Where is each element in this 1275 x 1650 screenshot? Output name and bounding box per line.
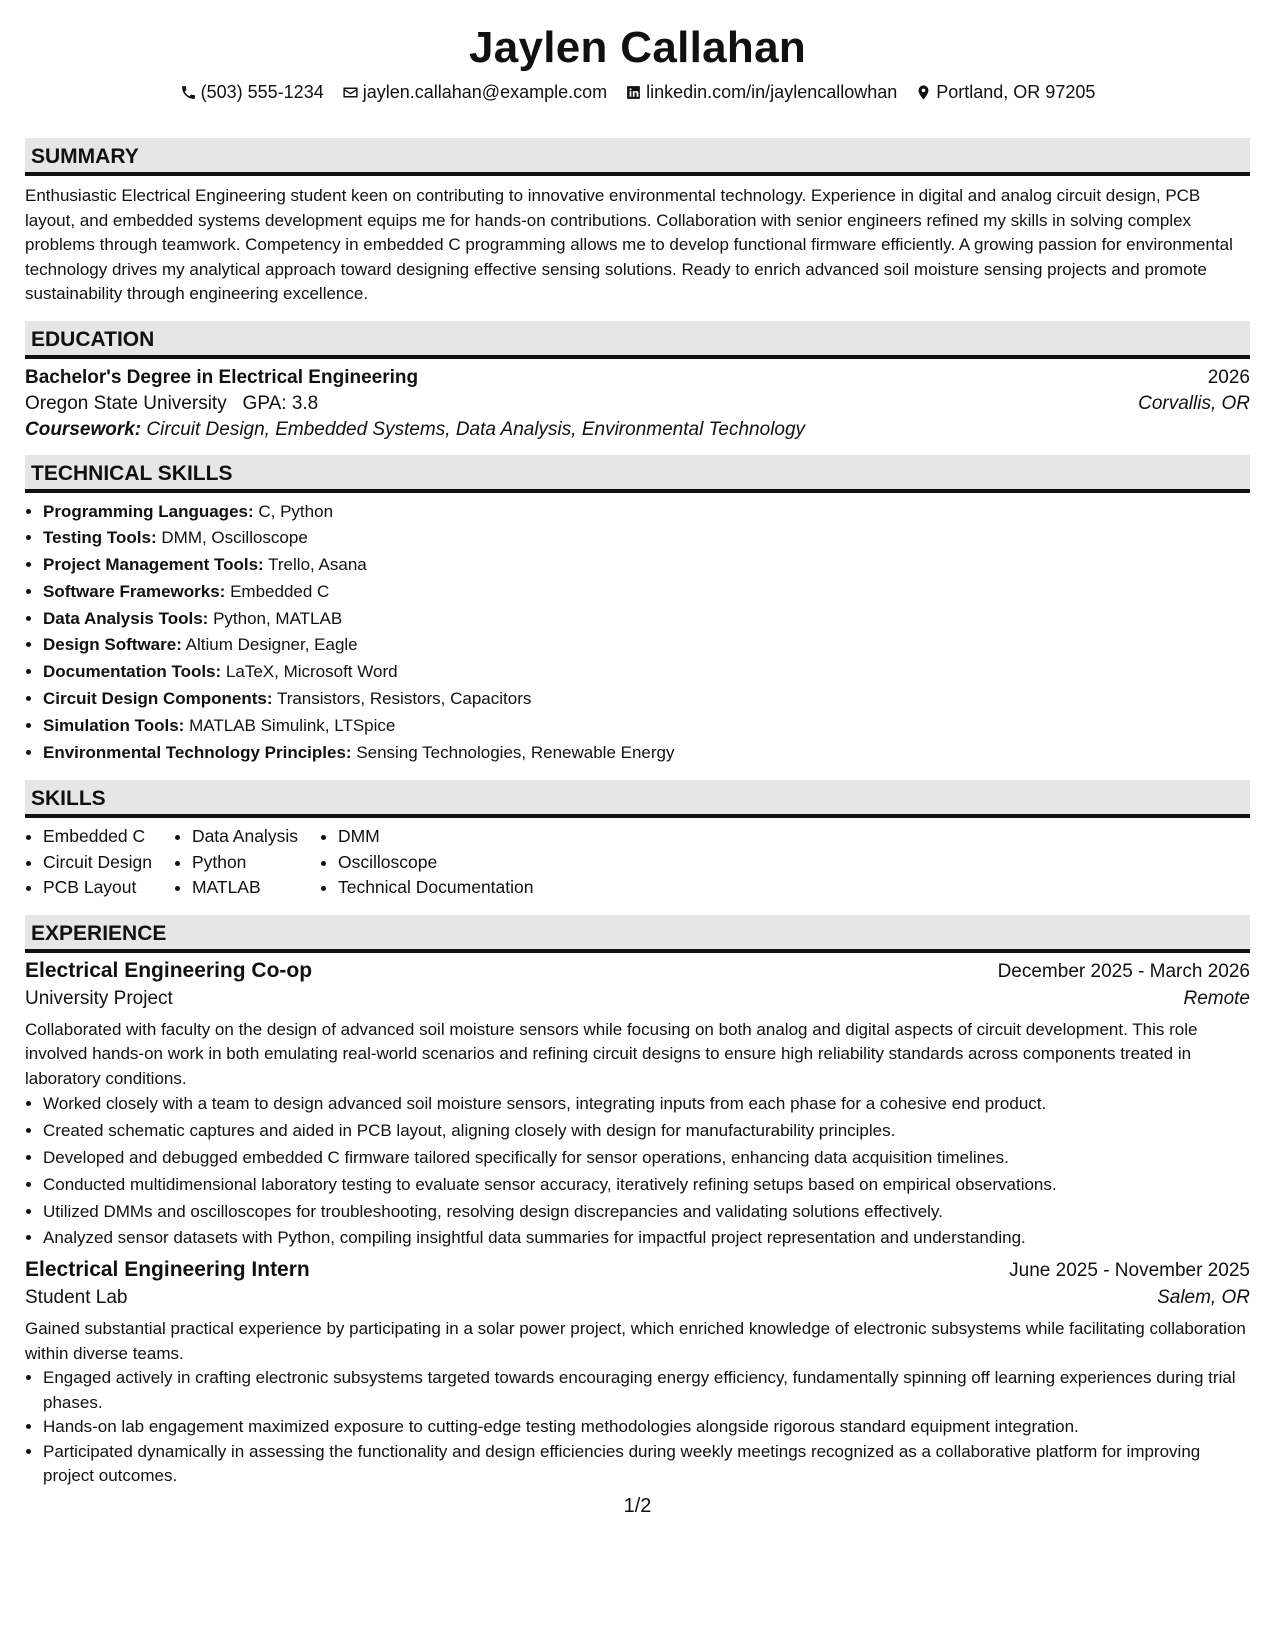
phone-text: (503) 555-1234: [200, 82, 324, 102]
list-item: • PCB Layout: [43, 875, 152, 901]
list-item: • Embedded C: [43, 824, 152, 850]
skills-columns: [25, 824, 1250, 901]
contact-bar: [25, 80, 1250, 104]
skill-value: Trello, Asana: [268, 555, 367, 575]
experience-heading: EXPERIENCE: [25, 915, 1250, 953]
skill-label: Testing Tools:: [43, 528, 157, 548]
list-item: [43, 499, 1250, 526]
list-item: • Technical Documentation: [338, 875, 534, 901]
technical-skills-heading: TECHNICAL SKILLS: [25, 455, 1250, 493]
envelope-icon: [342, 84, 359, 101]
job-dates: December 2025 - March 2026: [997, 960, 1250, 982]
job-bullets: [25, 1091, 1250, 1252]
job-title: Electrical Engineering Intern: [25, 1258, 310, 1282]
list-item: • Python: [192, 850, 298, 876]
degree-title: Bachelor's Degree in Electrical Engineering: [25, 366, 419, 388]
skill-value: LaTeX, Microsoft Word: [225, 662, 398, 682]
summary-text: Enthusiastic Electrical Engineering student keen on contributing to innovative environmental technology. Experience in digital and analog circuit design, PCB layout, and embedded systems development equips me for hands-on contributions. Collaboration with senior engineers refined my skills in solving complex problems through teamwork. Competency in embedded C programming allows me to develop functional firmware efficiently. A growing passion for environmental technology drives my analytical approach toward designing effective sensing solutions. Ready to enrich advanced soil moisture sensing projects and promote sustainability through engineering excellence.: [25, 186, 1233, 303]
list-item: [43, 713, 1250, 740]
list-item: • MATLAB: [192, 875, 298, 901]
contact-linkedin[interactable]: [625, 80, 897, 104]
contact-phone: [180, 80, 324, 104]
skills-column-1: [25, 824, 152, 901]
candidate-name: Jaylen Callahan: [468, 23, 807, 72]
summary-heading: SUMMARY: [25, 138, 1250, 176]
skill-value: Altium Designer, Eagle: [185, 635, 358, 655]
job-header: [25, 1258, 1250, 1282]
contact-email[interactable]: [342, 80, 607, 104]
job-entry: [25, 959, 1250, 1252]
school-line: [25, 393, 318, 415]
resume-page: [25, 0, 1250, 1489]
skill-label: Programming Languages:: [43, 501, 254, 521]
skills-heading: SKILLS: [25, 780, 1250, 818]
job-header: [25, 959, 1250, 983]
skill-value: Python, MATLAB: [213, 608, 343, 628]
school-row: [25, 393, 1250, 415]
skill-value: Embedded C: [230, 581, 330, 601]
list-item: • Conducted multidimensional laboratory testing to evaluate sensor accuracy, iteratively refining setups based on empirical observations.: [43, 1172, 1250, 1199]
education-heading: EDUCATION: [25, 321, 1250, 359]
list-item: [43, 686, 1250, 713]
job-org: University Project: [25, 987, 173, 1009]
skills-column-3: [320, 824, 534, 901]
job-description: Collaborated with faculty on the design of advanced soil moisture sensors while focusing on both analog and digital aspects of circuit development. This role involved hands-on work in both emulating real-world scenarios and refining circuit designs to ensure high reliability standards across components treated in laboratory conditions.: [25, 1019, 1198, 1088]
skill-value: Transistors, Resistors, Capacitors: [276, 689, 532, 709]
linkedin-icon: [625, 84, 642, 101]
list-item: • DMM: [338, 824, 534, 850]
list-item: • Participated dynamically in assessing the functionality and design efficiencies during weekly meetings recognized as a collaborative platform for improving project outcomes.: [43, 1440, 1250, 1489]
coursework-label: Coursework:: [25, 418, 142, 440]
list-item: • Oscilloscope: [338, 850, 534, 876]
experience-section: [25, 915, 1250, 1489]
skill-label: Environmental Technology Principles:: [43, 742, 352, 762]
skill-value: Sensing Technologies, Renewable Energy: [356, 742, 675, 762]
list-item: • Data Analysis: [192, 824, 298, 850]
skills-section: [25, 780, 1250, 901]
list-item: [43, 552, 1250, 579]
list-item: • Analyzed sensor datasets with Python, compiling insightful data summaries for impactful project representation and understanding.: [43, 1225, 1250, 1252]
page-number: 1/2: [623, 1495, 652, 1517]
job-entry: [25, 1258, 1250, 1489]
list-item: [43, 606, 1250, 633]
list-item: • Circuit Design: [43, 850, 152, 876]
phone-icon: [180, 84, 197, 101]
skill-label: Project Management Tools:: [43, 555, 264, 575]
skill-label: Simulation Tools:: [43, 715, 185, 735]
list-item: • Engaged actively in crafting electronic subsystems targeted towards encouraging energy efficiency, fundamentally spinning off learning experiences during trial phases.: [43, 1366, 1250, 1415]
technical-skills-list: [25, 499, 1250, 767]
job-location: Salem, OR: [1157, 1287, 1250, 1309]
skill-label: Data Analysis Tools:: [43, 608, 209, 628]
education-section: [25, 321, 1250, 441]
list-item: • Utilized DMMs and oscilloscopes for troubleshooting, resolving design discrepancies and validating solutions effectively.: [43, 1199, 1250, 1226]
list-item: [43, 659, 1250, 686]
job-org: Student Lab: [25, 1287, 128, 1309]
summary-section: [25, 138, 1250, 307]
job-dates: June 2025 - November 2025: [1009, 1260, 1250, 1282]
job-description: Gained substantial practical experience by participating in a solar power project, which enriched knowledge of electronic subsystems while facilitating collaboration within diverse teams.: [25, 1319, 1246, 1363]
list-item: [43, 525, 1250, 552]
list-item: [43, 632, 1250, 659]
list-item: • Hands-on lab engagement maximized exposure to cutting-edge testing methodologies alongside rigorous standard equipment integration.: [43, 1415, 1250, 1440]
linkedin-link[interactable]: linkedin.com/in/jaylencallowhan: [646, 82, 898, 102]
job-subheader: [25, 988, 1250, 1010]
contact-location: [915, 80, 1095, 104]
coursework-list: Circuit Design, Embedded Systems, Data Analysis, Environmental Technology: [146, 418, 806, 440]
list-item: • Worked closely with a team to design advanced soil moisture sensors, integrating inputs from each phase for a cohesive end product.: [43, 1091, 1250, 1118]
education-row: [25, 367, 1250, 389]
skill-value: DMM, Oscilloscope: [161, 528, 308, 548]
list-item: • Created schematic captures and aided in PCB layout, aligning closely with design for manufacturability principles.: [43, 1118, 1250, 1145]
list-item: [43, 579, 1250, 606]
school-name: Oregon State University: [25, 392, 227, 414]
skill-value: C, Python: [258, 501, 334, 521]
skill-value: MATLAB Simulink, LTSpice: [189, 715, 396, 735]
skill-label: Design Software:: [43, 635, 182, 655]
skill-label: Documentation Tools:: [43, 662, 222, 682]
location-text: Portland, OR 97205: [936, 82, 1096, 102]
job-bullets: [25, 1366, 1250, 1489]
job-subheader: [25, 1287, 1250, 1309]
technical-skills-section: [25, 455, 1250, 767]
job-location: Remote: [1183, 987, 1250, 1009]
gpa: GPA: 3.8: [242, 392, 319, 414]
skill-label: Circuit Design Components:: [43, 689, 273, 709]
school-location: Corvallis, OR: [1138, 392, 1250, 414]
skills-column-2: [174, 824, 298, 901]
list-item: • Developed and debugged embedded C firmware tailored specifically for sensor operations, enhancing data acquisition timelines.: [43, 1145, 1250, 1172]
graduation-year: 2026: [1207, 366, 1250, 388]
skill-label: Software Frameworks:: [43, 581, 226, 601]
job-title: Electrical Engineering Co-op: [25, 958, 313, 982]
email-link[interactable]: jaylen.callahan@example.com: [362, 82, 608, 102]
list-item: [43, 740, 1250, 767]
coursework: [25, 419, 1250, 441]
map-pin-icon: [915, 84, 932, 101]
